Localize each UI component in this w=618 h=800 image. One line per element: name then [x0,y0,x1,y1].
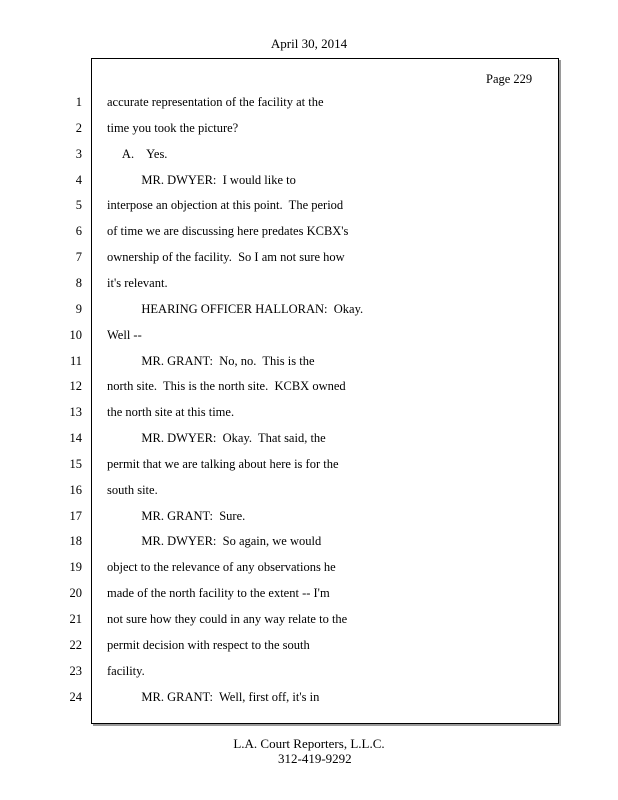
line-number: 11 [69,353,82,368]
line-number: 6 [75,224,82,239]
line-text: the north site at this time. [107,405,235,420]
transcript-line [0,302,618,328]
line-text: permit that we are talking about here is for the [107,456,339,471]
line-number: 12 [69,379,82,394]
transcript-line [0,483,618,509]
line-text: permit decision with respect to the south [107,637,310,652]
transcript-line [0,173,618,199]
line-text: MR. GRANT: No, no. This is the [107,353,315,368]
footer-company: L.A. Court Reporters, L.L.C. [233,736,385,751]
line-text: made of the north facility to the extent -- I'm [107,586,330,601]
line-text: facility. [107,663,145,678]
transcript-line [0,457,618,483]
page-number: Page 229 [486,72,533,86]
line-text: of time we are discussing here predates KCBX's [107,224,349,239]
line-number: 7 [75,250,82,265]
line-text: HEARING OFFICER HALLORAN: Okay. [107,301,364,316]
line-number: 22 [69,637,82,652]
transcript-line [0,354,618,380]
line-number: 14 [69,431,82,446]
line-number: 13 [69,405,82,420]
line-text: interpose an objection at this point. The period [107,198,344,213]
transcript-line [0,328,618,354]
line-text: north site. This is the north site. KCBX owned [107,379,346,394]
transcript-line [0,560,618,586]
line-text: MR. GRANT: Well, first off, it's in [107,689,320,704]
line-number: 21 [69,612,82,626]
transcript-line [0,509,618,535]
transcript-line [0,250,618,276]
line-text: accurate representation of the facility at the [107,95,324,109]
line-text: A. Yes. [107,146,168,161]
transcript-line [0,224,618,250]
transcript-line [0,638,618,664]
line-text: object to the relevance of any observations he [107,560,336,575]
line-number: 16 [69,482,82,497]
footer-phone: 312-419-9292 [278,751,352,766]
transcript-line [0,276,618,302]
line-number: 23 [69,663,82,678]
transcript-line [0,198,618,224]
line-number: 18 [69,534,82,549]
transcript-line [0,534,618,560]
line-number: 8 [75,275,82,290]
line-text: MR. GRANT: Sure. [107,508,246,523]
transcript-line [0,405,618,431]
transcript-line [0,95,618,121]
line-number: 19 [69,560,82,575]
line-text: it's relevant. [107,275,168,290]
line-number: 15 [69,456,82,471]
line-text: Well -- [107,327,142,342]
line-number: 3 [75,146,82,161]
transcript-line [0,612,618,638]
line-text: MR. DWYER: I would like to [107,172,296,187]
transcript-line [0,121,618,147]
transcript-line [0,147,618,173]
line-text: ownership of the facility. So I am not sure how [107,250,345,265]
line-text: not sure how they could in any way relate to the [107,612,348,626]
line-number: 10 [69,327,82,342]
line-number: 5 [75,198,82,213]
line-text: south site. [107,482,158,497]
transcript-line [0,379,618,405]
transcript-line [0,690,618,716]
line-text: time you took the picture? [107,120,239,135]
line-number: 4 [75,172,82,187]
header-date: April 30, 2014 [270,36,348,51]
line-number: 17 [69,508,82,523]
line-number: 1 [75,95,82,109]
line-number: 2 [75,120,82,135]
line-text: MR. DWYER: So again, we would [107,534,322,549]
line-text: MR. DWYER: Okay. That said, the [107,431,326,446]
line-number: 20 [69,586,82,601]
transcript-line [0,586,618,612]
transcript-line [0,431,618,457]
transcript-line [0,664,618,690]
line-number: 9 [75,301,82,316]
line-number: 24 [69,689,82,704]
